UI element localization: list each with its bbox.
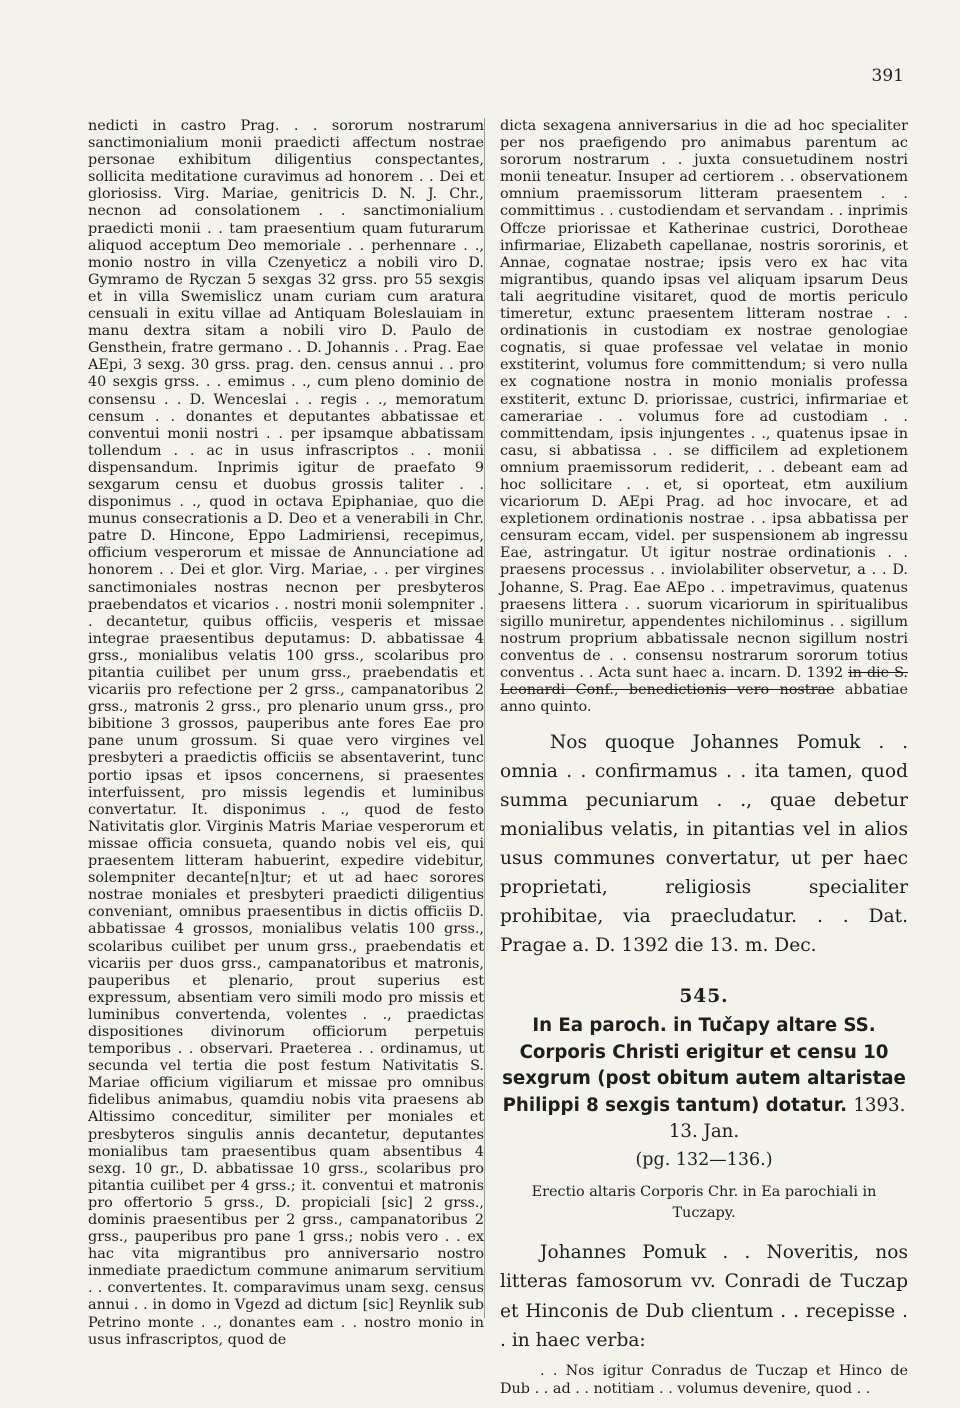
left-column [88,118,484,1349]
column-divider [484,118,485,1318]
document-number: 545. [679,986,729,1008]
heading-text: In Ea paroch. in Tučapy altare SS. Corporis Christi erigitur et censu 10 sexgrum (post obitum autem altaristae Philippi 8 sexgis tantum) dotatur. [502,1015,906,1116]
document-body-small: . . Nos igitur Conradus de Tuczap et Hinco de Dub . . ad . . notitiam . . volumus devenire, quod . . [500,1362,908,1397]
document-body-large: Johannes Pomuk . . Noveritis, nos litteras famosorum vv. Conradi de Tuczap et Hinconis de Dub clientum . . recepisse . . in haec verba: [500,1241,908,1352]
page-number: 391 [871,66,904,86]
right-column-after-text: abbatiae anno quinto. [500,682,908,716]
right-column [500,118,908,1398]
struck-text: in die S. Leonardi Conf., benedictionis vero nostrae [500,665,908,699]
heading-date: 1393. 13. Jan. [668,1094,906,1143]
left-column-text: nedicti in castro Prag. . . sororum nostrarum sanctimonialium monii praedicti affectum nostrae personae exhibitum diligentius conspectantes, sollicita meditatione curavimus ad honorem . . Dei et gloriosiss. Virg. Mariae, genitricis D. N. J. Chr., necnon ad consolationem . . sanctimonialium praedicti monii . . tam praesentium quam futurarum aliquod acceptum Deo memoriale . . perhennare . ., monio nostro in villa Czenyeticz a nobili viro D. Gymramo de Ryczan 5 sexgas 32 grss. pro 55 sexgis et in villa Swemislicz unam curiam cum aratura censuali in exitu villae ad Antiquam Boleslauiam in manu dextra sitam a nobili viro D. Paulo de Gensthein, fratre germano . . D. Johannis . . Prag. Eae AEpi, 3 sexg. 30 grss. prag. den. census annui . . pro 40 sexgis grss. . . emimus . ., cum pleno dominio de consensu . . D. Wenceslai . . regis . ., memoratum censum . . donantes et deputantes abbatissae et conventui monii nostri . . per ipsamque abbatissam tollendum . . ac in usus infrascriptos . . monii dispensandum. Inprimis igitur de praefato 9 sexgarum censu et duobus grossis taliter . . disponimus . ., quod in octava Epiphaniae, quo die munus consecrationis a D. Deo et a venerabili in Chr. patre D. Hincone, Eppo Ladmiriensi, recepimus, officium vesperorum et missae de Annunciatione ad honorem . . Dei et glor. Virg. Mariae, . . per virgines sanctimoniales nostras necnon per presbyteros praebendatos et vicarios . . nostri monii solempniter . . decantetur, quibus officiis, vesperis et missae integrae praesentibus deputamus: D. abbatissae 4 grss., monialibus velatis 100 grss., scolaribus pro pitantia cuilibet per unum grss., praebendatis et vicariis pro refectione per 2 grss., campanatoribus 2 grss., matronis 2 grss., pro plenario unum grss., pro bibitione 3 grossos, pauperibus ante fores Eae pro pane unum grossum. Si quae vero virgines vel presbyteri a praedictis officiis se absentaverint, tunc portio ipsas et ipsos concernens, si praesentes interfuissent, pro missis legendis et luminibus convertatur. It. disponimus . ., quod de festo Nativitatis glor. Virginis Matris Mariae vesperorum et missae officia consueta, quando nobis vel eis, qui praesentem litteram habuerint, expedire videbitur, solempniter decante[n]tur; et ut ad haec sorores nostrae moniales et presbyteri praedicti diligentius conveniant, omnibus praesentibus in dictis officiis D. abbatissae 4 grossos, monialibus velatis 100 grss., scolaribus cuilibet per unum grss., praebendatis et vicariis per duos grss., campanatoribus et matronis, pauperibus et plenario, prout superius est expressum, absentiam vero simili modo pro missis et luminibus convertenda, volentes . ., praedictas dispositiones divinorum officiorum perpetuis temporibus . . observari. Praeterea . . ordinamus, ut secunda vel tertia die post festum Nativitatis S. Mariae officium vigiliarum et missae pro omnibus fidelibus animabus, quamdiu nobis vita praesens ab Altissimo conceditur, similiter per moniales et presbyteros singulis annis decantetur, deputantes monialibus tam praesentibus quam absentibus 4 sexg. 10 gr., D. abbatissae 10 grss., scolaribus pro pitantia cuilibet per 4 grss.; it. conventui et matronis pro offertorio 5 grss., D. propiciali [sic] 2 grss., dominis praesentibus per 2 grss., campanatoribus 2 grss., pauperibus pro pane 1 grss.; nobis vero . . ex hac vita migrantibus pro anniversario nostro inmediate praedictum commune animarum servitium . . convertentes. It. comparavimus unam sexg. census annui . . in domo in Vgezd ad dictum [sic] Reynlik sub Petrino monte . ., donantes eam . . nostro monio in usus infrascriptos, quod de [88,118,484,1348]
confirmation-paragraph: Nos quoque Johannes Pomuk . . omnia . . confirmamus . . ita tamen, quod summa pecuniarum . ., quae debetur monialibus velatis, in pitantias vel in alios usus communes convertatur, ut per haec proprietati, religiosis specialiter prohibitae, via praecludatur. . . Dat. Pragae a. D. 1392 die 13. m. Dec. [500,732,908,957]
right-column-text [500,118,908,716]
document-heading [500,1013,908,1146]
document-summary: Erectio altaris Corporis Chr. in Ea parochiali in Tuczapy. [531,1183,877,1221]
right-column-main-text: dicta sexagena anniversarius in die ad hoc specialiter per nos praefigendo pro animabus parentum ac sororum nostrarum . . juxta consuetudinem nostri monii teneatur. Insuper ad certiorem . . observationem omnium praemissorum litteram praesentem . . committimus . . custodiendam et servandam . . inprimis Offcze priorissae et Katherinae custrici, Dorotheae infirmariae, Elizabeth capellanae, nostris sororinis, et Annae, cognatae nostrae; ipsis vero ex hac vita migrantibus, quando ipsas vel aliquam ipsarum Deus tali aegritudine visitaret, quod de mortis periculo timeretur, extunc praesentem litteram nostrae . . ordinationis in custodiam ex nostrae genologiae cognatis, si quae professae vel velatae in monio exstiterint, volumus fore committendum; si vero nulla ex cognatione nostra in monio monialis professa exstiterit, extunc D. priorissae, custrici, infirmariae et camerariae . . volumus fore ad custodiam . . committendam, ipsis injungentes . ., quatenus ipsae in casu, si abbatissa . . se difficilem ad expletionem omnium praemissorum rediderit, . . debeant eam ad hoc sollicitare . . et, si oporteat, etm auxilium vicariorum D. AEpi Prag. ad hoc invocare, et ad expletionem ordinationis nostrae . . ipsa abbatissa per censuram eccam, videl. per suspensionem ab ingressu Eae, astringatur. Ut igitur nostrae ordinationis . . praesens processus . . inviolabiliter observetur, a . . D. Johanne, S. Prag. Eae AEpo . . impetravimus, quatenus praesens littera . . suorum vicariorum in spiritualibus sigillo muniretur, appendentes nichilominus . . sigillum nostrum proprium abbatissale necnon sigillum nostri conventus de . . consensu nostrarum sororum totius conventus . . Acta sunt haec a. incarn. D. 1392 [500,118,908,681]
pages-reference: (pg. 132—136.) [635,1149,773,1170]
